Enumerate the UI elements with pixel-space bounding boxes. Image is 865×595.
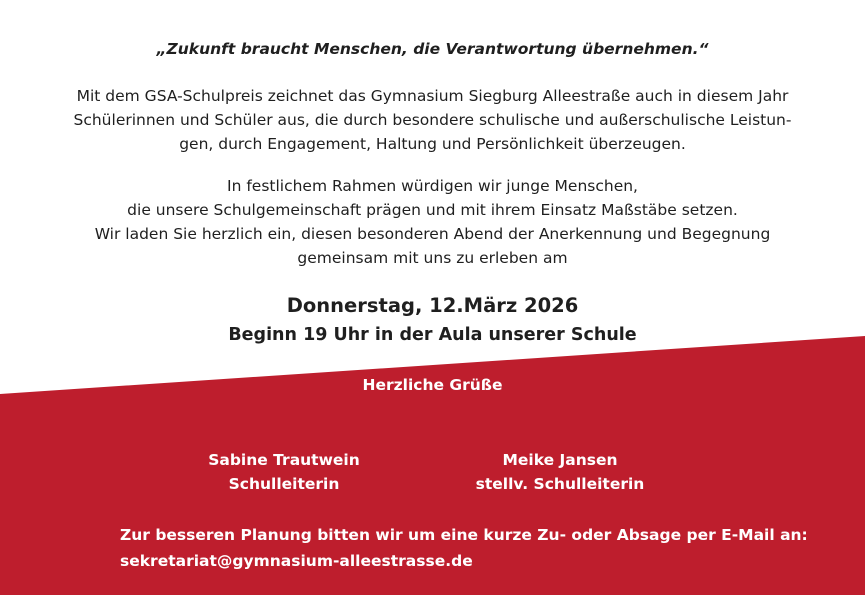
event-date: Donnerstag, 12.März 2026: [286, 294, 579, 317]
signature-deputy: [440, 448, 680, 496]
greeting: Herzliche Grüße: [362, 376, 503, 394]
intro-line: Schülerinnen und Schüler aus, die durch besondere schulische und außerschulische Leistun-: [73, 111, 792, 129]
intro-line: Mit dem GSA-Schulpreis zeichnet das Gymnasium Siegburg Alleestraße auch in diesem Jahr: [76, 87, 789, 105]
event-start: Beginn 19 Uhr in der Aula unserer Schule: [228, 325, 637, 345]
invite-line: die unsere Schulgemeinschaft prägen und mit ihrem Einsatz Maßstäbe setzen.: [127, 201, 738, 219]
rsvp-text: Zur besseren Planung bitten wir um eine kurze Zu- oder Absage per E-Mail an:: [120, 526, 808, 544]
invite-paragraph: [0, 174, 865, 270]
rsvp-email-link[interactable]: sekretariat@gymnasium-alleestrasse.de: [120, 552, 473, 570]
signature-role: Schulleiterin: [228, 475, 340, 493]
signature-principal: [164, 448, 404, 496]
signature-name: Sabine Trautwein: [208, 451, 360, 469]
invite-line: In festlichem Rahmen würdigen wir junge Menschen,: [227, 177, 638, 195]
motto-quote: „Zukunft braucht Menschen, die Verantwortung übernehmen.“: [156, 40, 709, 58]
rsvp-notice: [120, 522, 840, 574]
invite-line: Wir laden Sie herzlich ein, diesen besonderen Abend der Anerkennung und Begegnung: [94, 225, 771, 243]
intro-paragraph: [0, 84, 865, 156]
signature-role: stellv. Schulleiterin: [475, 475, 645, 493]
invite-line: gemeinsam mit uns zu erleben am: [297, 249, 568, 267]
signature-name: Meike Jansen: [502, 451, 618, 469]
intro-line: gen, durch Engagement, Haltung und Persönlichkeit überzeugen.: [179, 135, 686, 153]
